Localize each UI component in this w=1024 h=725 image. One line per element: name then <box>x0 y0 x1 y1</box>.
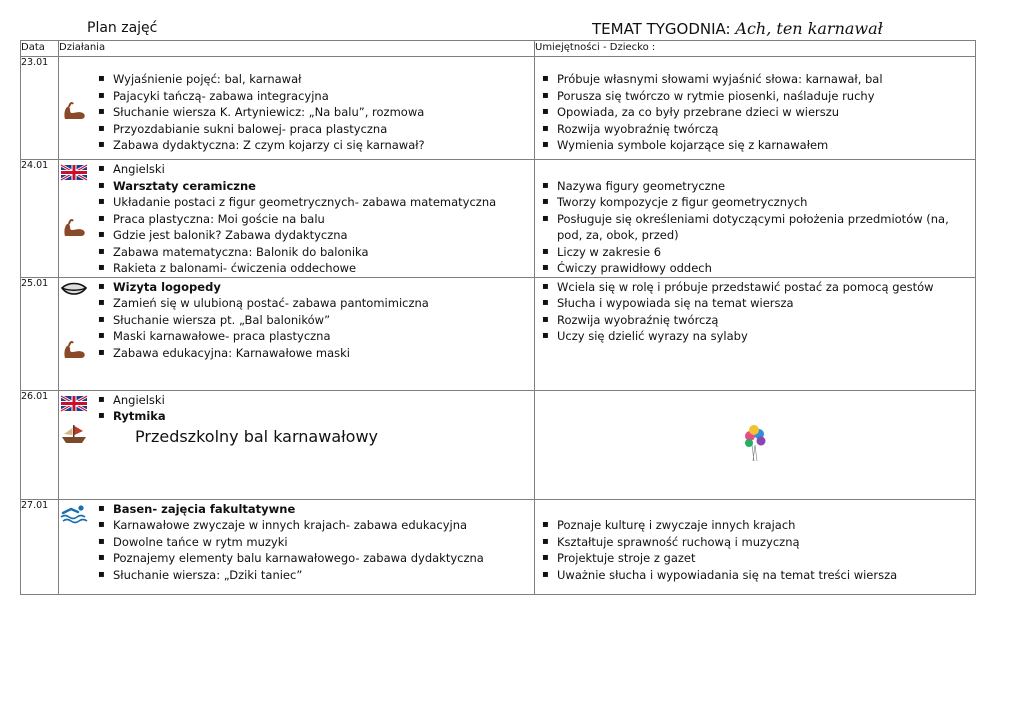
skill-item: ▪ Porusza się twórczo w rytmie piosenki, naśladuje ruchy <box>557 88 975 105</box>
row-activities <box>59 390 535 499</box>
activity-item: ▪ Dowolne tańce w rytm muzyki <box>113 534 534 551</box>
plan-label: Plan zajęć <box>87 20 158 36</box>
activity-icons <box>59 393 99 449</box>
activity-item: ▪ Praca plastyczna: Moi goście na balu <box>113 211 534 228</box>
row-date: 24.01 <box>21 160 59 278</box>
theme-prefix: TEMAT TYGODNIA: <box>592 20 731 38</box>
activity-item: ▪ Słuchanie wiersza K. Artyniewicz: „Na balu”, rozmowa <box>113 104 534 121</box>
theme-title: Ach, ten karnawał <box>735 19 883 38</box>
row-skills <box>535 160 976 278</box>
row-activities <box>59 57 535 160</box>
activities-list <box>59 501 534 584</box>
row-skills <box>535 390 976 499</box>
table-row <box>21 390 976 499</box>
skill-item: ▪ Uważnie słucha i wypowiadania się na temat treści wiersza <box>557 567 975 584</box>
skill-item: ▪ Rozwija wyobraźnię twórczą <box>557 121 975 138</box>
table-row <box>21 499 976 594</box>
skill-item: ▪ Opowiada, za co były przebrane dzieci w wierszu <box>557 104 975 121</box>
row-activities <box>59 499 535 594</box>
row-date: 23.01 <box>21 57 59 160</box>
skills-list <box>535 501 975 584</box>
activity-item: ▪ Angielski <box>113 161 534 178</box>
skill-item: ▪ Liczy w zakresie 6 <box>557 244 975 261</box>
activities-list <box>59 392 534 425</box>
activity-item: ▪ Zamień się w ulubioną postać- zabawa pantomimiczna <box>113 295 534 312</box>
skill-item: ▪ Kształtuje sprawność ruchową i muzyczną <box>557 534 975 551</box>
row-skills <box>535 277 976 390</box>
row-activities <box>59 160 535 278</box>
activity-icons <box>59 162 99 242</box>
skill-item: ▪ Wciela się w rolę i próbuje przedstawić postać za pomocą gestów <box>557 279 975 296</box>
hand-clay-icon <box>59 338 89 360</box>
carnival-ball-event: Przedszkolny bal karnawałowy <box>135 426 379 446</box>
activity-item: ▪ Rytmika <box>113 408 534 425</box>
week-theme <box>592 19 883 38</box>
row-activities <box>59 277 535 390</box>
activities-list <box>59 71 534 154</box>
uk-flag-icon <box>59 393 89 415</box>
activity-item: ▪ Rakieta z balonami- ćwiczenia oddechowe <box>113 260 534 277</box>
activity-item: ▪ Poznajemy elementy balu karnawałowego- zabawa dydaktyczna <box>113 550 534 567</box>
activity-icons <box>59 502 99 528</box>
table-header-row <box>21 41 976 57</box>
activity-item: ▪ Słuchanie wiersza pt. „Bal baloników” <box>113 312 534 329</box>
hand-clay-icon <box>59 99 89 121</box>
swimmer-icon <box>59 502 89 524</box>
activity-item: ▪ Układanie postaci z figur geometrycznych- zabawa matematyczna <box>113 194 534 211</box>
table-row <box>21 160 976 278</box>
row-skills <box>535 57 976 160</box>
activity-item: ▪ Maski karnawałowe- praca plastyczna <box>113 328 534 345</box>
uk-flag-icon <box>59 162 89 184</box>
activity-item: ▪ Angielski <box>113 392 534 409</box>
activity-item: ▪ Gdzie jest balonik? Zabawa dydaktyczna <box>113 227 534 244</box>
skills-list <box>535 71 975 154</box>
activity-item: ▪ Zabawa edukacyjna: Karnawałowe maski <box>113 345 534 362</box>
activity-icons <box>59 59 99 125</box>
activity-icons <box>59 280 99 364</box>
activity-item: ▪ Słuchanie wiersza: „Dziki taniec” <box>113 567 534 584</box>
skill-item: ▪ Poznaje kulturę i zwyczaje innych krajach <box>557 517 975 534</box>
activities-list <box>59 161 534 277</box>
skill-item: ▪ Nazywa figury geometryczne <box>557 178 975 195</box>
skills-list <box>535 161 975 277</box>
table-row <box>21 57 976 160</box>
row-date: 26.01 <box>21 390 59 499</box>
ship-icon <box>59 423 89 445</box>
skills-list <box>535 279 975 345</box>
activity-item: ▪ Wyjaśnienie pojęć: bal, karnawał <box>113 71 534 88</box>
activity-item: ▪ Zabawa matematyczna: Balonik do balonika <box>113 244 534 261</box>
activity-item: ▪ Warsztaty ceramiczne <box>113 178 534 195</box>
row-skills <box>535 499 976 594</box>
hand-clay-icon <box>59 216 89 238</box>
skill-item: ▪ Uczy się dzielić wyrazy na sylaby <box>557 328 975 345</box>
activity-item: ▪ Wizyta logopedy <box>113 279 534 296</box>
skill-item: ▪ Ćwiczy prawidłowy oddech <box>557 260 975 277</box>
activities-list <box>59 279 534 362</box>
skill-item: ▪ Posługuje się określeniami dotyczącymi położenia przedmiotów (na, pod, za, obok, przed) <box>557 211 975 244</box>
header-activities: Działania <box>59 41 535 57</box>
skill-item: ▪ Rozwija wyobraźnię twórczą <box>557 312 975 329</box>
skill-item: ▪ Projektuje stroje z gazet <box>557 550 975 567</box>
row-date: 25.01 <box>21 277 59 390</box>
activity-item: ▪ Zabawa dydaktyczna: Z czym kojarzy ci się karnawał? <box>113 137 534 154</box>
activity-item: ▪ Pajacyki tańczą- zabawa integracyjna <box>113 88 534 105</box>
skill-item: ▪ Wymienia symbole kojarzące się z karnawałem <box>557 137 975 154</box>
balloons-icon <box>740 423 770 463</box>
table-row <box>21 277 976 390</box>
activity-item: ▪ Karnawałowe zwyczaje w innych krajach- zabawa edukacyjna <box>113 517 534 534</box>
weekly-plan-table <box>20 40 976 595</box>
header-skills: Umiejętności - Dziecko : <box>535 41 976 57</box>
header-date: Data <box>21 41 59 57</box>
activity-item: ▪ Przyozdabianie sukni balowej- praca plastyczna <box>113 121 534 138</box>
mouth-icon <box>59 280 89 302</box>
activity-item: ▪ Basen- zajęcia fakultatywne <box>113 501 534 518</box>
row-date: 27.01 <box>21 499 59 594</box>
skill-item: ▪ Tworzy kompozycje z figur geometrycznych <box>557 194 975 211</box>
skill-item: ▪ Słucha i wypowiada się na temat wiersza <box>557 295 975 312</box>
skill-item: ▪ Próbuje własnymi słowami wyjaśnić słowa: karnawał, bal <box>557 71 975 88</box>
